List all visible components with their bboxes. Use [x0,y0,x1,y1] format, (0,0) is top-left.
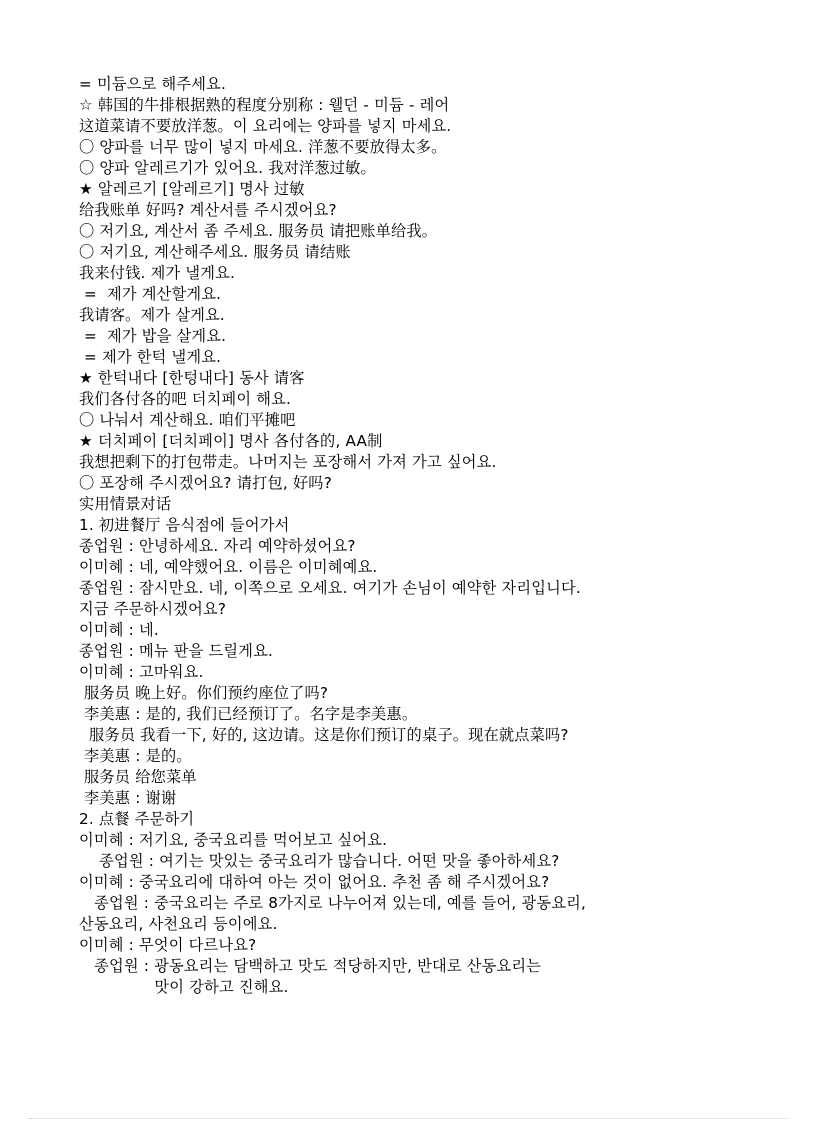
dialogue-line: 종업원 : 여기는 맛있는 중국요리가 많습니다. 어떤 맛을 좋아하세요? [79,852,560,870]
text-line: 这道菜请不要放洋葱。이 요리에는 양파를 넣지 마세요. [79,117,452,135]
dialogue-line: 맛이 강하고 진해요. [79,978,289,996]
dialogue-line: 지금 주문하시겠어요? [79,600,227,618]
text-line: 我来付钱. 제가 낼게요. [79,264,236,282]
dialogue-line: 이미혜 : 고마워요. [79,663,204,681]
subsection-heading: 2. 点餐 주문하기 [79,810,195,828]
text-line: ☆ 韩国的牛排根据熟的程度分别称 : 웰던 - 미듐 - 레어 [79,96,450,114]
text-line: = 미듐으로 해주세요. [79,75,226,93]
dialogue-line: 李美惠 : 是的, 我们已经预订了。名字是李美惠。 [79,705,418,723]
text-line: 给我账单 好吗? 계산서를 주시겠어요? [79,201,337,219]
dialogue-line: 산동요리, 사천요리 등이에요. [79,915,278,933]
dialogue-line: 종업원 : 중국요리는 주로 8가지로 나누어져 있는데, 예를 들어, 광동요리, [79,894,586,912]
document-body [79,74,779,998]
text-line: 〇 양파 알레르기가 있어요. 我对洋葱过敏。 [79,159,376,177]
text-line: = 제가 밥을 살게요. [79,327,227,345]
text-line: ★ 더치페이 [더치페이] 명사 各付各的, AA制 [79,432,383,450]
page-bottom-divider [28,1118,788,1119]
text-line: ★ 알레르기 [알레르기] 명사 过敏 [79,180,305,198]
section-heading: 实用情景对话 [79,495,172,513]
dialogue-line: 이미혜 : 저기요, 중국요리를 먹어보고 싶어요. [79,831,388,849]
dialogue-line: 종업원 : 광동요리는 담백하고 맛도 적당하지만, 반대로 산동요리는 [79,957,542,975]
text-line: ★ 한턱내다 [한텅내다] 동사 请客 [79,369,305,387]
dialogue-line: 이미혜 : 네. [79,621,159,639]
dialogue-line: 이미혜 : 중국요리에 대하여 아는 것이 없어요. 추천 좀 해 주시겠어요? [79,873,550,891]
dialogue-line: 李美惠 : 是的。 [79,747,192,765]
text-line: 〇 저기요, 계산서 좀 주세요. 服务员 请把账单给我。 [79,222,438,240]
text-line: 我们各付各的吧 더치페이 해요. [79,390,292,408]
dialogue-line: 종업원 : 잠시만요. 네, 이쪽으로 오세요. 여기가 손님이 예약한 자리입니다. [79,579,581,597]
dialogue-line: 服务员 我看一下, 好的, 这边请。这是你们预订的桌子。现在就点菜吗? [79,726,569,744]
text-line: = 제가 한턱 낼게요. [79,348,222,366]
dialogue-line: 이미혜 : 무엇이 다르나요? [79,936,257,954]
dialogue-line: 李美惠 : 谢谢 [79,789,177,807]
dialogue-line: 服务员 给您菜单 [79,768,197,786]
text-line: 〇 양파를 너무 많이 넣지 마세요. 洋葱不要放得太多。 [79,138,447,156]
dialogue-line: 종업원 : 메뉴 판을 드릴게요. [79,642,274,660]
text-line: 我请客。제가 살게요. [79,306,225,324]
text-line: 〇 포장해 주시겠어요? 请打包, 好吗? [79,474,332,492]
subsection-heading: 1. 初进餐厅 음식점에 들어가서 [79,516,290,534]
dialogue-line: 服务员 晚上好。你们预约座位了吗? [79,684,329,702]
text-line: 我想把剩下的打包带走。나머지는 포장해서 가져 가고 싶어요. [79,453,497,471]
text-line: = 제가 계산할게요. [79,285,222,303]
text-line: 〇 저기요, 계산해주세요. 服务员 请结账 [79,243,351,261]
dialogue-line: 종업원 : 안녕하세요. 자리 예약하셨어요? [79,537,356,555]
dialogue-line: 이미혜 : 네, 예약했어요. 이름은 이미혜예요. [79,558,378,576]
text-line: 〇 나눠서 계산해요. 咱们平摊吧 [79,411,296,429]
